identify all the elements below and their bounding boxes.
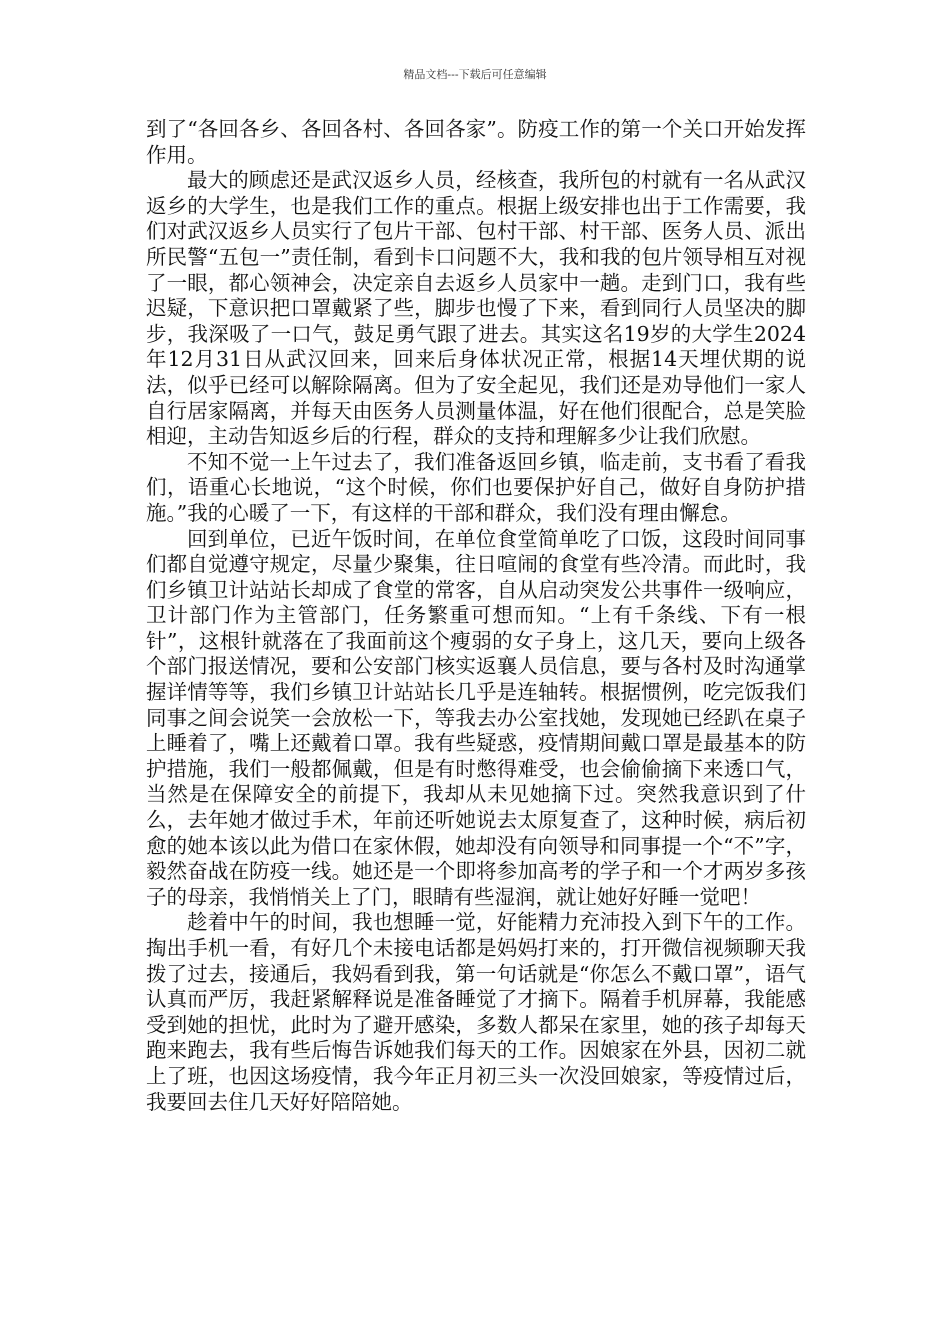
paragraph-1: 到了“各回各乡、各回各村、各回各家”。防疫工作的第一个关口开始发挥作用。: [146, 117, 806, 167]
paragraph-4: 回到单位，已近午饭时间，在单位食堂简单吃了口饭，这段时间同事们都自觉遵守规定，尽量少聚集，往日喧闹的食堂有些冷清。而此时，我们乡镇卫计站站长却成了食堂的常客，自从启动突发公共事件一级响应，卫计部门作为主管部门，任务繁重可想而知。“上有千条线、下有一根针”，这根针就落在了我面前这个瘦弱的女子身上，这几天，要向上级各个部门报送情况，要和公安部门核实返襄人员信息，要与各村及时沟通掌握详情等等，我们乡镇卫计站站长几乎是连轴转。根据惯例，吃完饭我们同事之间会说笑一会放松一下，等我去办公室找她，发现她已经趴在桌子上睡着了，嘴上还戴着口罩。我有些疑惑，疫情期间戴口罩是最基本的防护措施，我们一般都佩戴，但是有时憋得难受，也会偷偷摘下来透口气，当然是在保障安全的前提下，我却从未见她摘下过。突然我意识到了什么，去年她才做过手术，年前还听她说去太原复查了，这种时候，病后初愈的她本该以此为借口在家休假，她却没有向领导和同事提一个“不”字，毅然奋战在防疫一线。她还是一个即将参加高考的学子和一个才两岁多孩子的母亲，我悄悄关上了门，眼睛有些湿润，就让她好好睡一觉吧！: [146, 526, 806, 909]
page-header: 精品文档---下载后可任意编辑: [403, 68, 547, 81]
document-body: [146, 117, 806, 1115]
paragraph-3: 不知不觉一上午过去了，我们准备返回乡镇，临走前，支书看了看我们，语重心长地说，“这个时候，你们也要保护好自己，做好自身防护措施。”我的心暖了一下，有这样的干部和群众，我们没有理由懈怠。: [146, 449, 806, 525]
paragraph-5: 趁着中午的时间，我也想睡一觉，好能精力充沛投入到下午的工作。掏出手机一看，有好几个未接电话都是妈妈打来的，打开微信视频聊天我拨了过去，接通后，我妈看到我，第一句话就是“你怎么不戴口罩”，语气认真而严厉，我赶紧解释说是准备睡觉了才摘下。隔着手机屏幕，我能感受到她的担忧，此时为了避开感染，多数人都呆在家里，她的孩子却每天跑来跑去，我有些后悔告诉她我们每天的工作。因娘家在外县，因初二就上了班，也因这场疫情，我今年正月初三头一次没回娘家，等疫情过后，我要回去住几天好好陪陪她。: [146, 910, 806, 1114]
paragraph-2: 最大的顾虑还是武汉返乡人员，经核查，我所包的村就有一名从武汉返乡的大学生，也是我们工作的重点。根据上级安排也出于工作需要，我们对武汉返乡人员实行了包片干部、包村干部、村干部、医务人员、派出所民警“五包一”责任制，看到卡口问题不大，我和我的包片领导相互对视了一眼，都心领神会，决定亲自去返乡人员家中一趟。走到门口，我有些迟疑，下意识把口罩戴紧了些，脚步也慢了下来，看到同行人员坚决的脚步，我深吸了一口气，鼓足勇气跟了进去。其实这名19岁的大学生2024年12月31日从武汉回来，回来后身体状况正常，根据14天埋伏期的说法，似乎已经可以解除隔离。但为了安全起见，我们还是劝导他们一家人自行居家隔离，并每天由医务人员测量体温，好在他们很配合，总是笑脸相迎，主动告知返乡后的行程，群众的支持和理解多少让我们欣慰。: [146, 168, 806, 449]
